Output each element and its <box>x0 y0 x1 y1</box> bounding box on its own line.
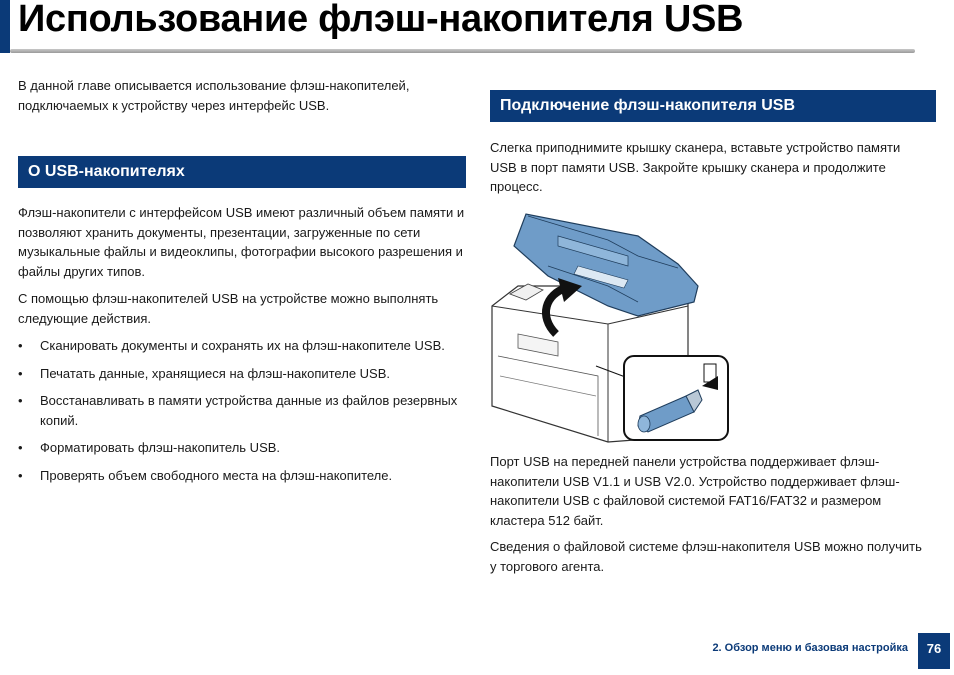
bullet-icon: • <box>18 338 23 353</box>
section-header-about-usb: О USB-накопителях <box>18 156 466 188</box>
connect-paragraph-2: Порт USB на передней панели устройства поддерживает флэш-накопители USB V1.1 и USB V2.0. Устройство поддерживает флэш-накопители USB с файловой системой FAT16/FAT32 и размером кластера 512 байт. <box>490 454 900 528</box>
title-accent-bar <box>0 0 10 53</box>
bullet-icon: • <box>18 440 23 455</box>
about-paragraph-1: Флэш-накопители с интерфейсом USB имеют различный объем памяти и позволяют хранить документы, презентации, загруженные по сети музыкальные файлы и видеоклипы, фотографии высокого разрешения и файлы других типов. <box>18 205 465 279</box>
bullet-icon: • <box>18 393 23 408</box>
usb-port-zoom-icon <box>624 356 728 440</box>
page-title: Использование флэш-накопителя USB <box>18 0 744 40</box>
list-item <box>18 438 466 458</box>
list-item-text: Проверять объем свободного места на флэш-накопителе. <box>40 467 393 483</box>
page-number: 76 <box>918 633 950 669</box>
connect-paragraph-1: Слегка приподнимите крышку сканера, вставьте устройство памяти USB в порт памяти USB. Закройте крышку сканера и продолжите процесс. <box>490 140 901 194</box>
list-item-text: Сканировать документы и сохранять их на флэш-накопителе USB. <box>40 338 445 353</box>
about-paragraph-2: С помощью флэш-накопителей USB на устройстве можно выполнять следующие действия. <box>18 291 439 326</box>
features-list <box>18 336 466 485</box>
printer-usb-illustration <box>488 206 736 446</box>
section-header-connect-usb: Подключение флэш-накопителя USB <box>490 90 936 122</box>
list-item-text: Восстанавливать в памяти устройства данные из файлов резервных копий. <box>40 393 458 428</box>
list-item-text: Форматировать флэш-накопитель USB. <box>40 440 281 455</box>
list-item <box>18 466 466 486</box>
connect-paragraph-3: Сведения о файловой системе флэш-накопителя USB можно получить у торгового агента. <box>490 539 922 574</box>
list-item <box>18 391 466 430</box>
list-item <box>18 336 466 356</box>
left-column <box>18 76 466 493</box>
list-item-text: Печатать данные, хранящиеся на флэш-накопителе USB. <box>40 365 390 381</box>
footer-chapter-title: 2. Обзор меню и базовая настройка <box>712 642 908 654</box>
bullet-icon: • <box>18 365 23 381</box>
title-divider <box>10 49 915 53</box>
intro-paragraph: В данной главе описывается использование флэш-накопителей, подключаемых к устройству через интерфейс USB. <box>18 78 410 113</box>
list-item <box>18 364 466 384</box>
bullet-icon: • <box>18 467 23 483</box>
